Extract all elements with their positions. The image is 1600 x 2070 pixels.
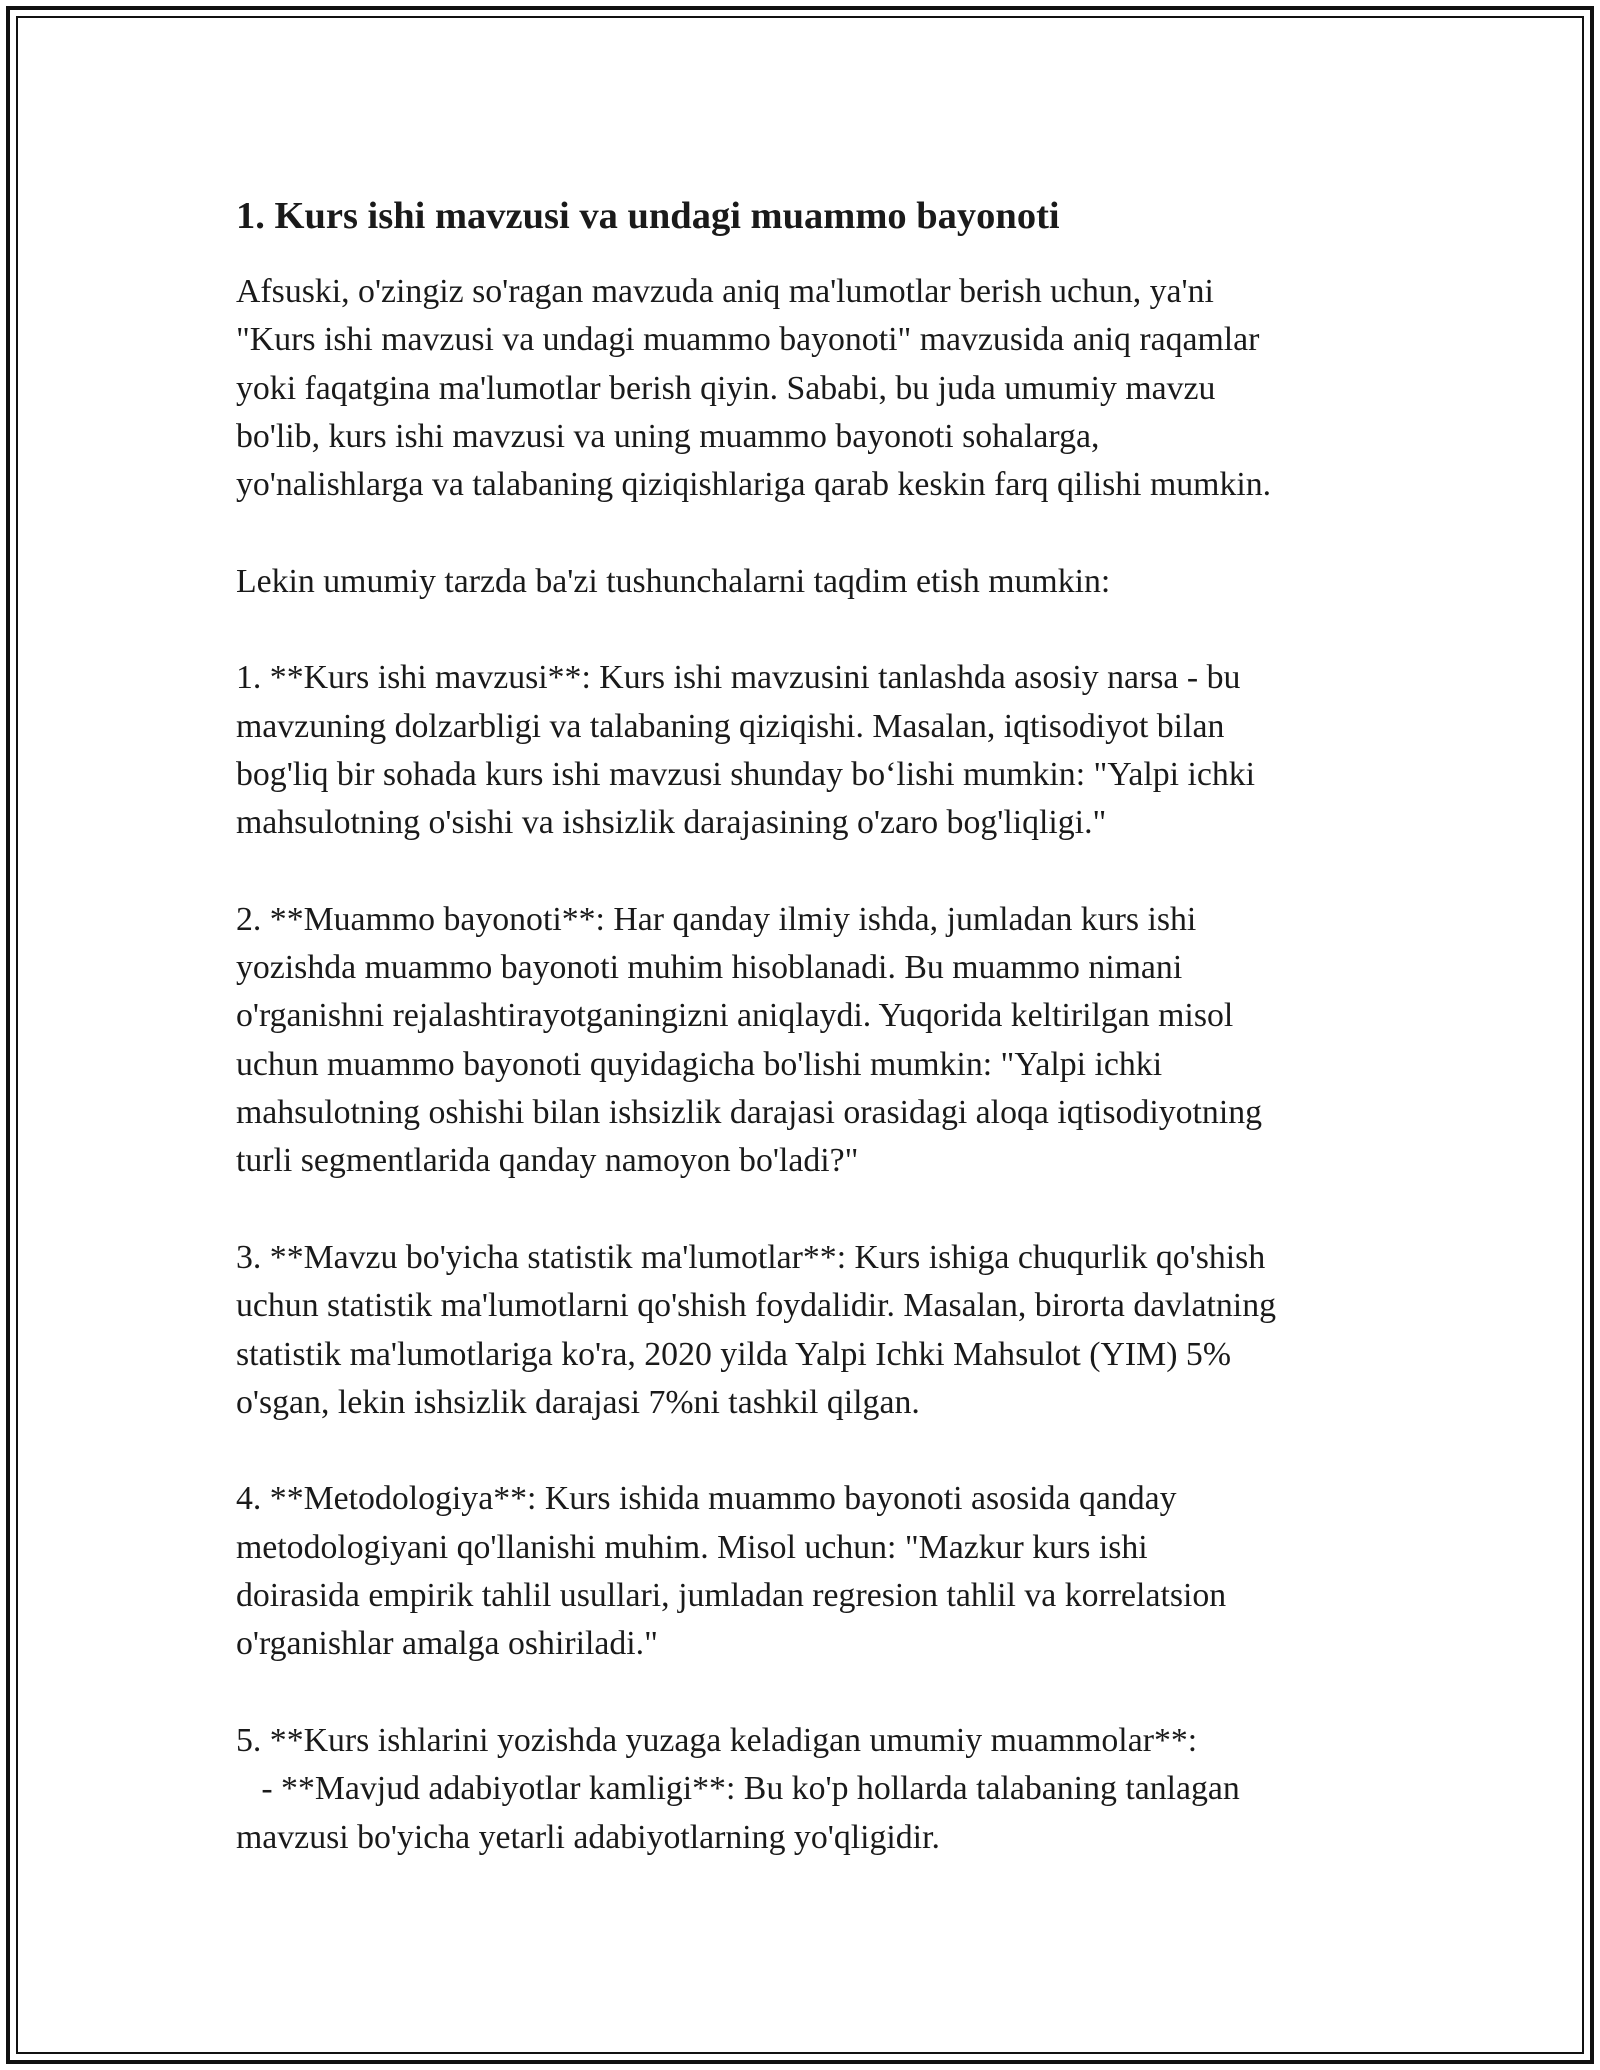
paragraph-line: statistik ma'lumotlariga ko'ra, 2020 yilda Yalpi Ichki Mahsulot (YIM) 5% xyxy=(236,1335,1231,1373)
paragraph-line: yoki faqatgina ma'lumotlar berish qiyin. Sababi, bu juda umumiy mavzu xyxy=(236,369,1216,407)
paragraph-spacer xyxy=(236,1669,1386,1717)
paragraph xyxy=(236,1475,1386,1668)
paragraph-line: doirasida empirik tahlil usullari, jumladan regresion tahlil va korrelatsion xyxy=(236,1577,1227,1615)
paragraph xyxy=(236,558,1386,606)
paragraph-line: turli segmentlarida qanday namoyon bo'ladi?" xyxy=(236,1142,859,1180)
paragraph-line: o'sgan, lekin ishsizlik darajasi 7%ni tashkil qilgan. xyxy=(236,1383,920,1421)
paragraph-line: Lekin umumiy tarzda ba'zi tushunchalarni taqdim etish mumkin: xyxy=(236,562,1111,600)
paragraph-line: metodologiyani qo'llanishi muhim. Misol uchun: "Mazkur kurs ishi xyxy=(236,1528,1148,1566)
paragraph-line: 1. **Kurs ishi mavzusi**: Kurs ishi mavzusini tanlashda asosiy narsa - bu xyxy=(236,659,1241,697)
paragraph xyxy=(236,1234,1386,1427)
document-body xyxy=(236,188,1386,1862)
paragraph xyxy=(236,268,1386,509)
paragraph-list xyxy=(236,268,1386,1862)
paragraph-spacer xyxy=(236,509,1386,557)
paragraph-spacer xyxy=(236,1427,1386,1475)
paragraph-spacer xyxy=(236,606,1386,654)
paragraph-line: uchun statistik ma'lumotlarni qo'shish foydalidir. Masalan, birorta davlatning xyxy=(236,1287,1276,1325)
paragraph-line: 4. **Metodologiya**: Kurs ishida muammo bayonoti asosida qanday xyxy=(236,1480,1177,1518)
paragraph xyxy=(236,896,1386,1186)
paragraph-line: mahsulotning o'sishi va ishsizlik darajasining o'zaro bog'liqligi." xyxy=(236,804,1107,842)
paragraph-line: mavzusi bo'yicha yetarli adabiyotlarning yo'qligidir. xyxy=(236,1818,940,1856)
paragraph-line: yo'nalishlarga va talabaning qiziqishlariga qarab keskin farq qilishi mumkin. xyxy=(236,466,1272,504)
paragraph-line: mahsulotning oshishi bilan ishsizlik darajasi orasidagi aloqa iqtisodiyotning xyxy=(236,1094,1263,1132)
paragraph-line: yozishda muammo bayonoti muhim hisoblanadi. Bu muammo nimani xyxy=(236,949,1183,987)
paragraph-line: o'rganishlar amalga oshiriladi." xyxy=(236,1625,658,1663)
paragraph-line: 5. **Kurs ishlarini yozishda yuzaga keladigan umumiy muammolar**: xyxy=(236,1721,1198,1759)
paragraph xyxy=(236,1717,1386,1862)
paragraph xyxy=(236,654,1386,847)
paragraph-spacer xyxy=(236,848,1386,896)
paragraph-line: 3. **Mavzu bo'yicha statistik ma'lumotlar**: Kurs ishiga chuqurlik qo'shish xyxy=(236,1238,1266,1276)
document-title: 1. Kurs ishi mavzusi va undagi muammo bayonoti xyxy=(236,195,1060,237)
paragraph-line: bog'liq bir sohada kurs ishi mavzusi shunday bo‘lishi mumkin: "Yalpi ichki xyxy=(236,755,1256,793)
paragraph-line: bo'lib, kurs ishi mavzusi va uning muammo bayonoti sohalarga, xyxy=(236,417,1100,455)
paragraph-line: 2. **Muammo bayonoti**: Har qanday ilmiy ishda, jumladan kurs ishi xyxy=(236,900,1197,938)
paragraph-line: Afsuski, o'zingiz so'ragan mavzuda aniq ma'lumotlar berish uchun, ya'ni xyxy=(236,273,1214,310)
paragraph-line: o'rganishni rejalashtirayotganingizni aniqlaydi. Yuqorida keltirilgan misol xyxy=(236,997,1234,1035)
paragraph-line: uchun muammo bayonoti quyidagicha bo'lishi mumkin: "Yalpi ichki xyxy=(236,1045,1163,1083)
paragraph-line: mavzuning dolzarbligi va talabaning qiziqishi. Masalan, iqtisodiyot bilan xyxy=(236,707,1225,745)
paragraph-spacer xyxy=(236,1186,1386,1234)
paragraph-line: - **Mavjud adabiyotlar kamligi**: Bu ko'p hollarda talabaning tanlagan xyxy=(236,1770,1240,1808)
paragraph-line: "Kurs ishi mavzusi va undagi muammo bayonoti" mavzusida aniq raqamlar xyxy=(236,321,1260,359)
